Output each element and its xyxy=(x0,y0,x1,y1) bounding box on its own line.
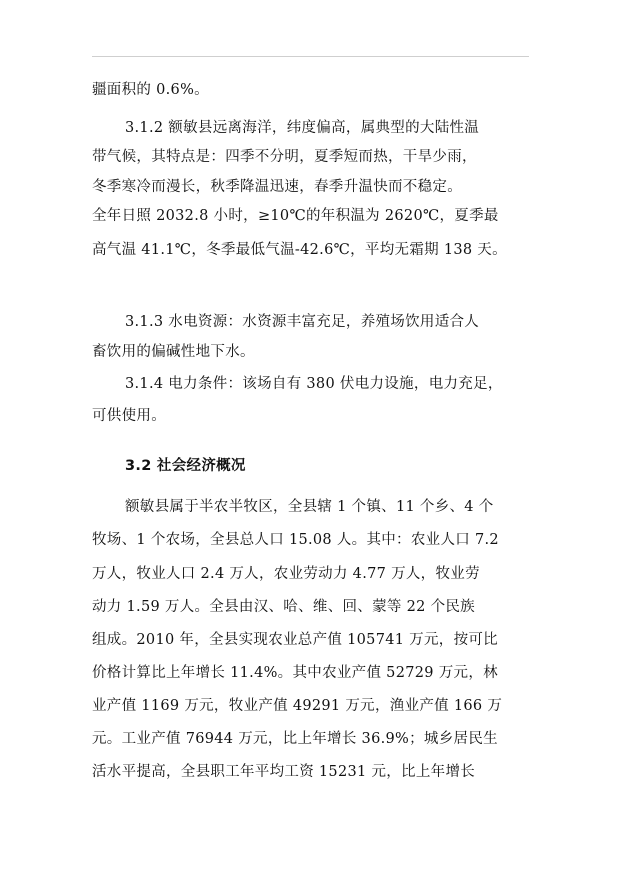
text-line: 元。工业产值 76944 万元，比上年增长 36.9%；城乡居民生 xyxy=(92,731,498,747)
text-line: 畜饮用的偏碱性地下水。 xyxy=(92,344,255,360)
text-line: 3.1.2 额敏县远离海洋，纬度偏高，属典型的大陆性温 xyxy=(125,120,480,136)
text-line: 业产值 1169 万元，牧业产值 49291 万元，渔业产值 166 万 xyxy=(92,698,503,714)
text-line: 万人，牧业人口 2.4 万人，农业劳动力 4.77 万人，牧业劳 xyxy=(92,566,480,582)
section-heading: 3.2 社会经济概况 xyxy=(125,458,246,474)
text-line: 活水平提高，全县职工年平均工资 15231 元，比上年增长 xyxy=(92,764,476,780)
text-line: 高气温 41.1℃，冬季最低气温-42.6℃，平均无霜期 138 天。 xyxy=(92,242,507,258)
header-rule xyxy=(92,56,529,57)
text-line: 疆面积的 0.6%。 xyxy=(92,82,209,98)
text-line: 牧场、1 个农场，全县总人口 15.08 人。其中：农业人口 7.2 xyxy=(92,532,499,548)
text-line: 3.1.3 水电资源：水资源丰富充足，养殖场饮用适合人 xyxy=(125,314,480,330)
text-line: 组成。2010 年，全县实现农业总产值 105741 万元，按可比 xyxy=(92,632,498,648)
text-line: 价格计算比上年增长 11.4%。其中农业产值 52729 万元，林 xyxy=(92,665,498,681)
text-line: 可供使用。 xyxy=(92,408,166,424)
text-line: 冬季寒冷而漫长，秋季降温迅速，春季升温快而不稳定。 xyxy=(92,179,462,195)
text-line: 额敏县属于半农半牧区，全县辖 1 个镇、11 个乡、4 个 xyxy=(125,499,494,515)
text-line: 全年日照 2032.8 小时，≥10℃的年积温为 2620℃，夏季最 xyxy=(92,208,499,224)
text-line: 3.1.4 电力条件：该场自有 380 伏电力设施，电力充足， xyxy=(125,376,503,392)
text-line: 动力 1.59 万人。全县由汉、哈、维、回、蒙等 22 个民族 xyxy=(92,599,475,615)
text-line: 带气候，其特点是：四季不分明，夏季短而热，干旱少雨， xyxy=(92,149,477,165)
